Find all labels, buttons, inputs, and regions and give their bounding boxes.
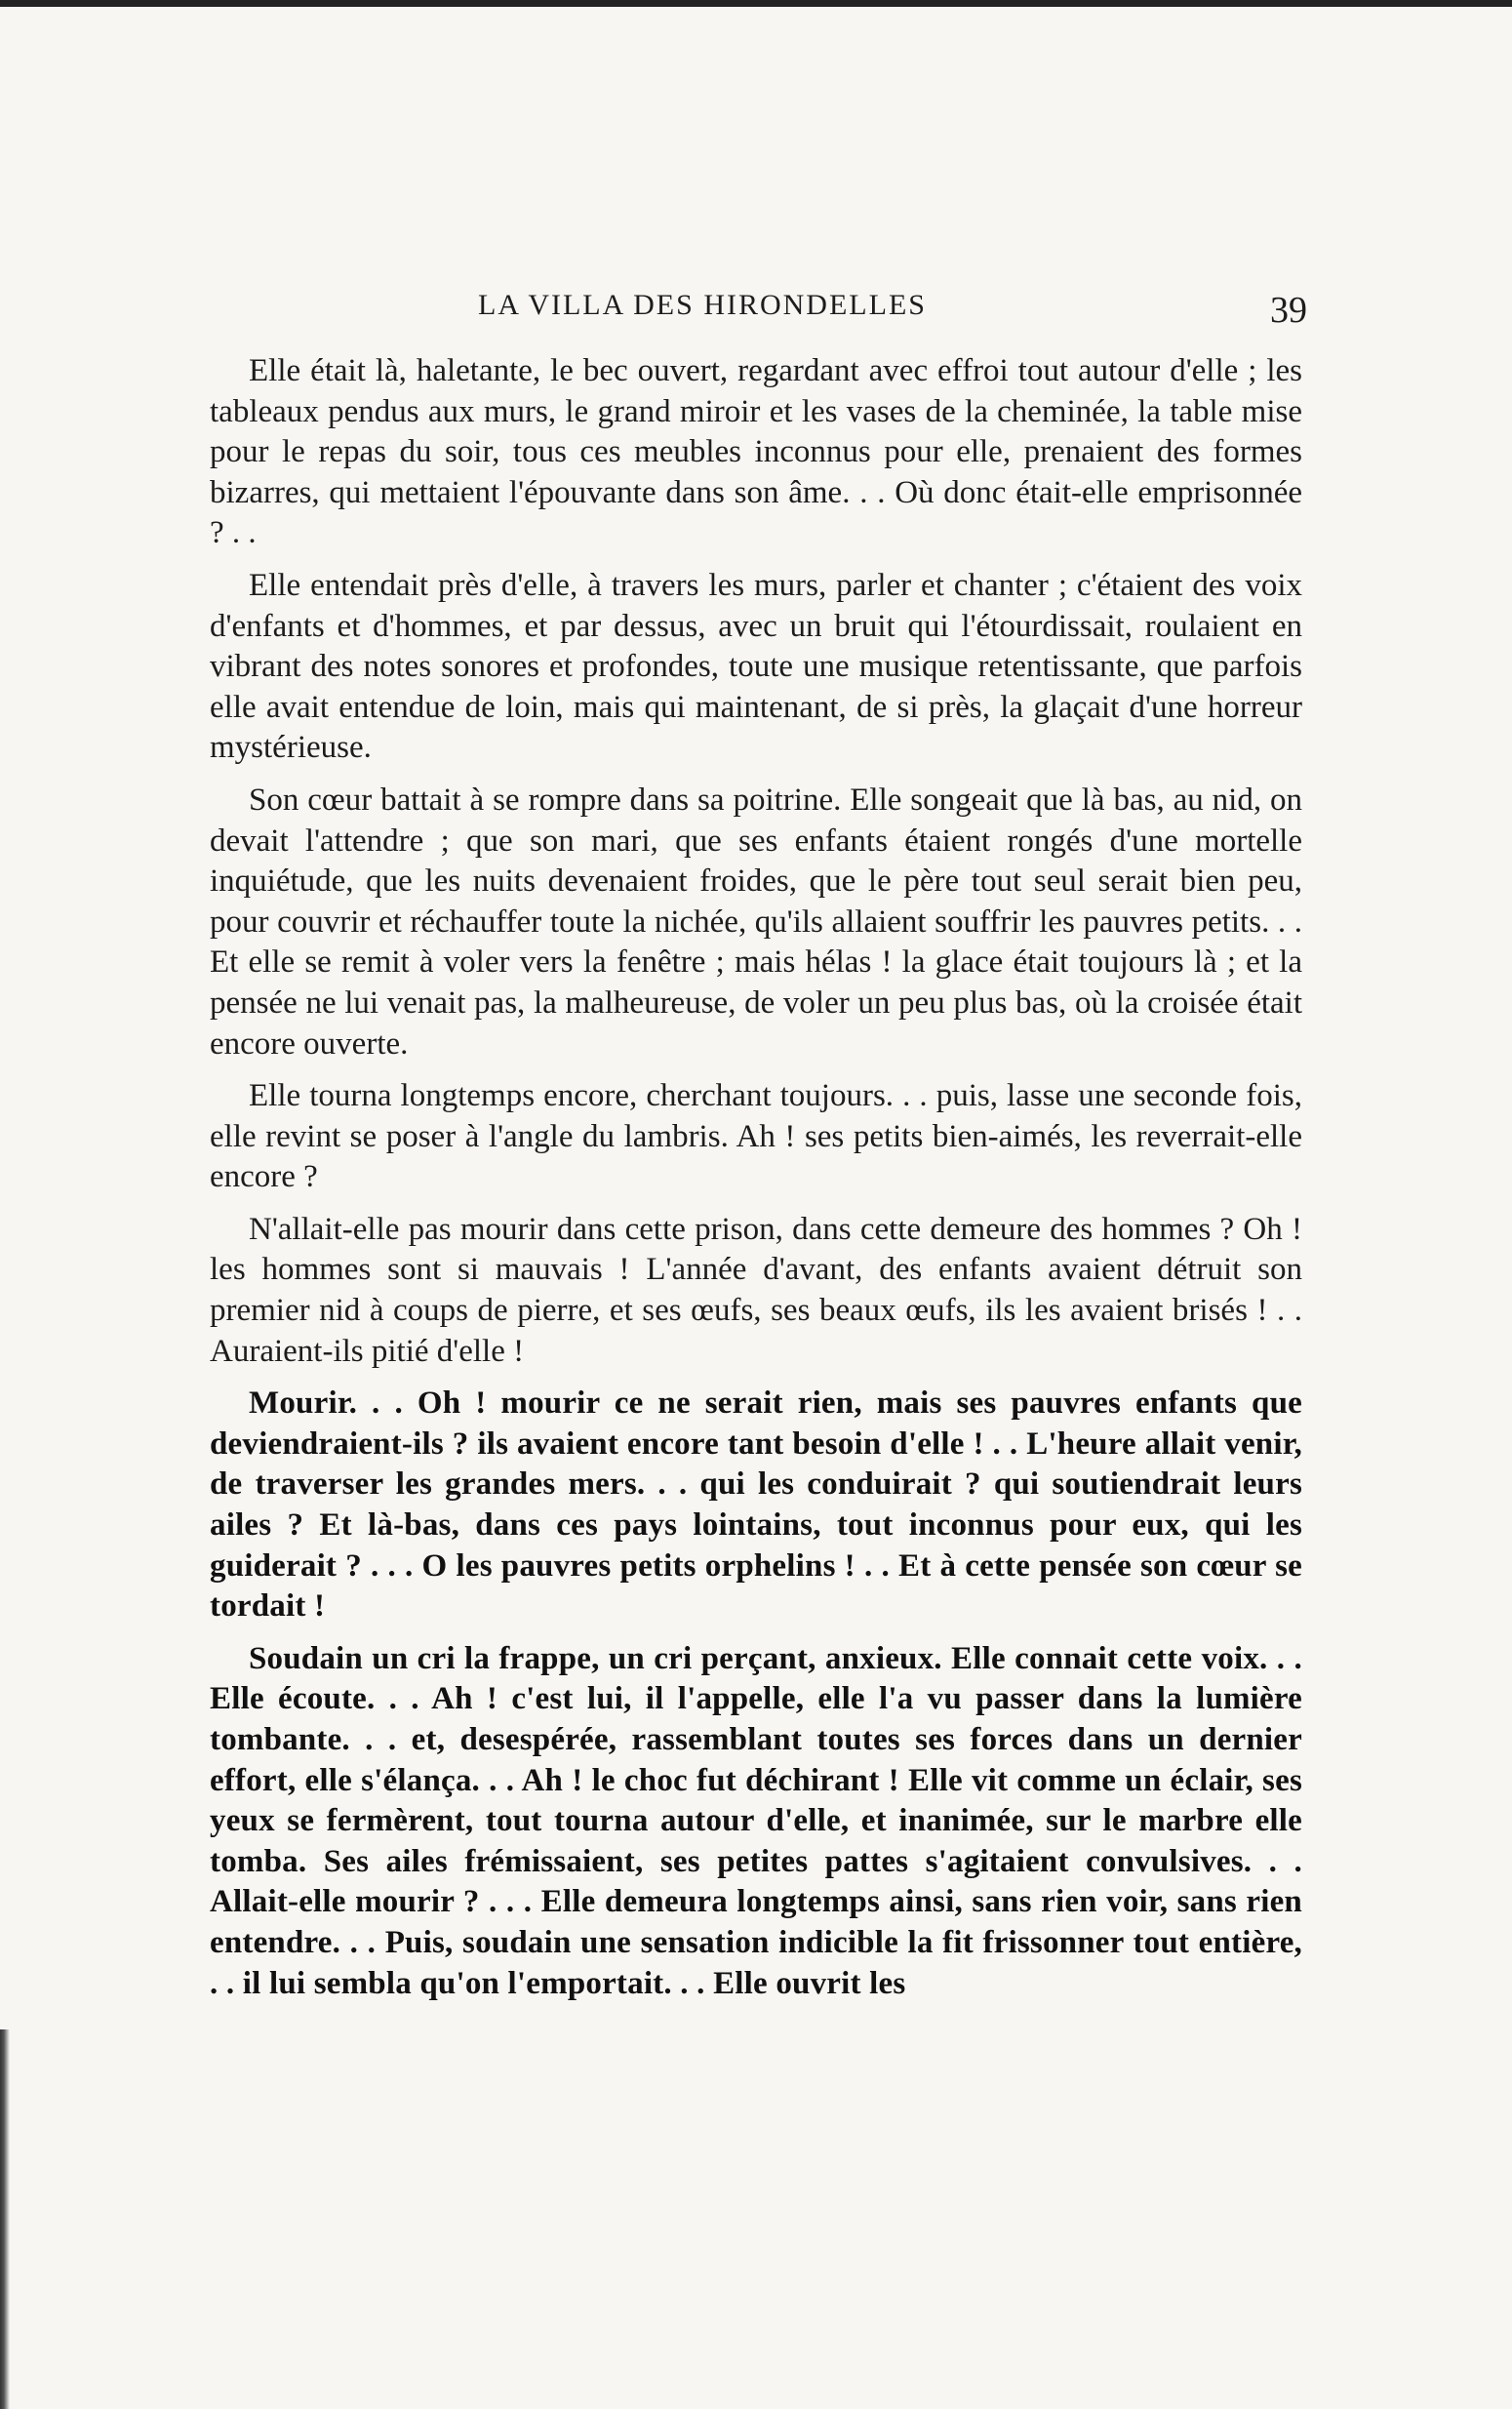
paragraph: Mourir. . . Oh ! mourir ce ne serait rien, mais ses pauvres enfants que deviendraient-ils ? ils avaient encore tant besoin d'elle ! . . L'heure allait venir, de traverser les grandes mers. . . qui les conduirait ? qui soutiendrait leurs ailes ? Et là-bas, dans ces pays lointains, tout inconnus pour eux, qui les guiderait ? . . . O les pauvres petits orphelins ! . . Et à cette pensée son cœur se tordait ! — [210, 1385, 1302, 1625]
paragraph: Soudain un cri la frappe, un cri perçant, anxieux. Elle connait cette voix. . . Elle écoute. . . Ah ! c'est lui, il l'appelle, elle l'a vu passer dans la lumière tombante. . . et, desespérée, rassemblant toutes ses forces dans un dernier effort, elle s'élança. . . Ah ! le choc fut déchirant ! Elle vit comme un éclair, ses yeux se fermèrent, tout tourna autour d'elle, et inanimée, sur le marbre elle tomba. Ses ailes frémissaient, ses petites pattes s'agitaient convulsives. . . Allait-elle mourir ? . . . Elle demeura longtemps ainsi, sans rien voir, sans rien entendre. . . Puis, soudain une sensation indicible la fit frissonner tout entière, . . il lui sembla qu'on l'emportait. . . Elle ouvrit les — [210, 1640, 1302, 2001]
paragraph: Son cœur battait à se rompre dans sa poitrine. Elle songeait que là bas, au nid, on devait l'attendre ; que son mari, que ses enfants étaient rongés d'une mortelle inquiétude, que les nuits devenaient froides, que le père tout seul serait bien peu, pour couvrir et réchauffer toute la nichée, qu'ils allaient souffrir les pauvres petits. . . Et elle se remit à voler vers la fenêtre ; mais hélas ! la glace était toujours là ; et la pensée ne lui venait pas, la malheureuse, de voler un peu plus bas, où la croisée était encore ouverte. — [210, 782, 1302, 1062]
top-border-rule — [0, 0, 1512, 7]
paragraph: Elle tourna longtemps encore, cherchant toujours. . . puis, lasse une seconde fois, elle revint se poser à l'angle du lambris. Ah ! ses petits bien-aimés, les reverrait-elle encore ? — [210, 1078, 1302, 1195]
paragraph: Elle était là, haletante, le bec ouvert, regardant avec effroi tout autour d'elle ; les tableaux pendus aux murs, le grand miroir et les vases de la cheminée, la table mise pour le repas du soir, tous ces meubles inconnus pour elle, prenaient des formes bizarres, qui mettaient l'épouvante dans son âme. . . Où donc était-elle emprisonnée ? . . — [210, 353, 1302, 551]
page-edge-shadow — [0, 2029, 10, 2409]
page-number: 39 — [1270, 290, 1307, 331]
paragraph: N'allait-elle pas mourir dans cette prison, dans cette demeure des hommes ? Oh ! les hommes sont si mauvais ! L'année d'avant, des enfants avaient détruit son premier nid à coups de pierre, et ses œufs, ses beaux œufs, ils les avaient brisés ! . . Auraient-ils pitié d'elle ! — [210, 1211, 1302, 1369]
page-header — [215, 289, 1307, 338]
paragraph: Elle entendait près d'elle, à travers les murs, parler et chanter ; c'étaient des voix d'enfants et d'hommes, et par dessus, avec un bruit qui l'étourdissait, roulaient en vibrant des notes sonores et profondes, toute une musique retentissante, que parfois elle avait entendue de loin, mais qui maintenant, de si près, la glaçait d'une horreur mystérieuse. — [210, 567, 1302, 766]
running-head: LA VILLA DES HIRONDELLES — [478, 289, 927, 321]
body-text — [210, 351, 1302, 2016]
